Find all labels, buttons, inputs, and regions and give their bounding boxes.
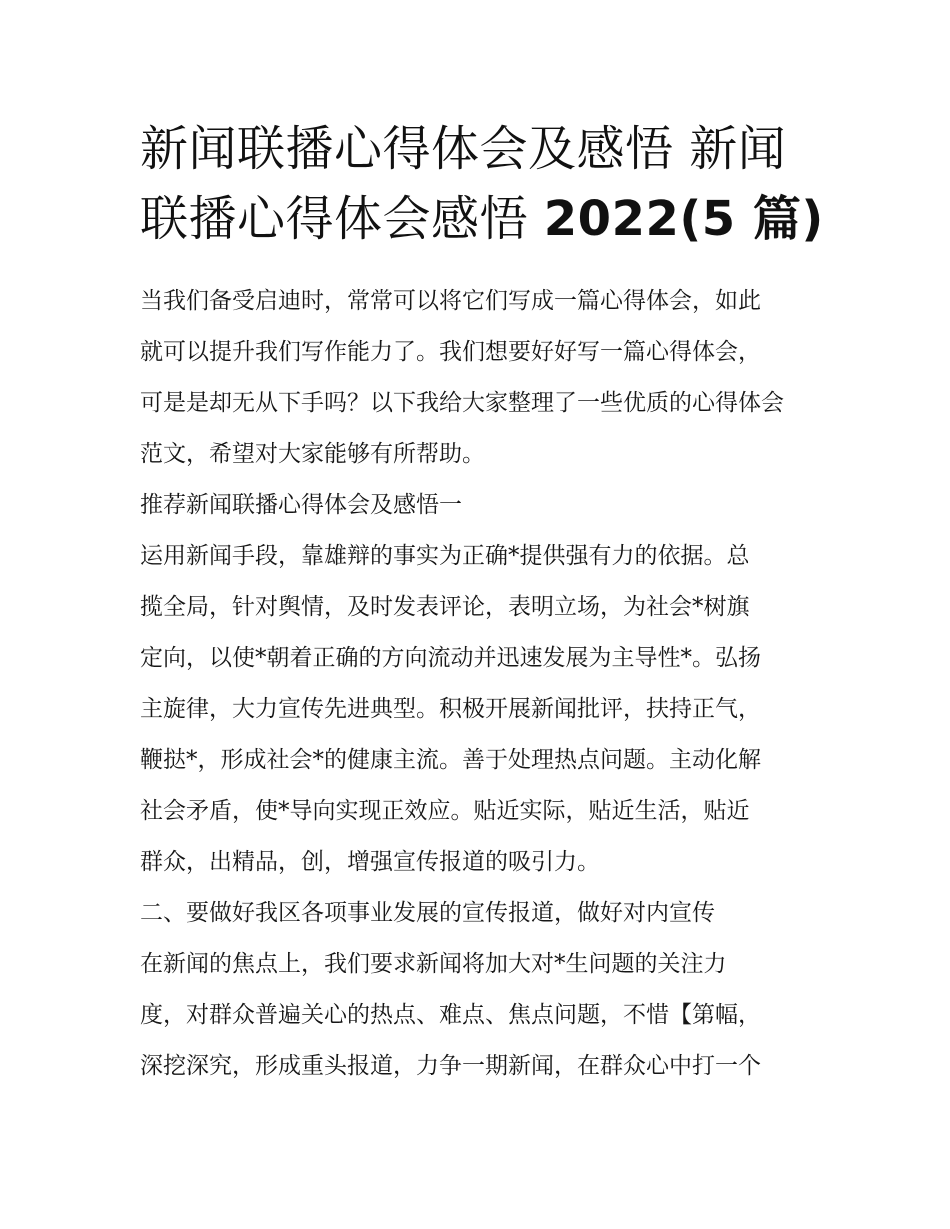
title-line-2-text: 联播心得体会感悟 xyxy=(140,191,544,247)
intro-paragraph xyxy=(140,276,820,480)
section-1-paragraph xyxy=(140,531,820,888)
section-1-line: 揽全局，针对舆情，及时发表评论，表明立场，为社会*树旗 xyxy=(140,594,750,620)
section-2-line: 在新闻的焦点上，我们要求新闻将加大对*生问题的关注力 xyxy=(140,951,727,977)
section-1-line: 社会矛盾，使*导向实现正效应。贴近实际，贴近生活，贴近 xyxy=(140,798,750,824)
section-1-line: 鞭挞*，形成社会*的健康主流。善于处理热点问题。主动化解 xyxy=(140,747,761,773)
section-1-heading: 推荐新闻联播心得体会及感悟一 xyxy=(140,492,462,518)
section-2-paragraph xyxy=(140,939,820,1092)
intro-line: 可是是却无从下手吗？以下我给大家整理了一些优质的心得体会 xyxy=(140,390,784,416)
section-1-line: 群众，出精品，创，增强宣传报道的吸引力。 xyxy=(140,849,600,875)
document-body xyxy=(140,276,820,1092)
section-2-line: 深挖深究，形成重头报道，力争一期新闻，在群众心中打一个 xyxy=(140,1053,761,1079)
section-1-line: 运用新闻手段，靠雄辩的事实为正确*提供强有力的依据。总 xyxy=(140,543,750,569)
document-title xyxy=(140,114,824,254)
section-1-line: 定向，以使*朝着正确的方向流动并迅速发展为主导性*。弘扬 xyxy=(140,645,761,671)
section-2-heading: 二、要做好我区各项事业发展的宣传报道，做好对内宣传 xyxy=(140,900,715,926)
intro-line: 就可以提升我们写作能力了。我们想要好好写一篇心得体会， xyxy=(140,339,761,365)
intro-line: 当我们备受启迪时，常常可以将它们写成一篇心得体会，如此 xyxy=(140,288,761,314)
intro-line: 范文，希望对大家能够有所帮助。 xyxy=(140,441,485,467)
section-1-line: 主旋律，大力宣传先进典型。积极开展新闻批评，扶持正气， xyxy=(140,696,761,722)
title-line-1: 新闻联播心得体会及感悟 新闻 xyxy=(140,121,787,177)
title-line-2 xyxy=(140,184,824,254)
title-line-2-number: 2022(5 篇) xyxy=(543,191,824,247)
section-2-line: 度，对群众普遍关心的热点、难点、焦点问题，不惜【第幅， xyxy=(140,1002,761,1028)
